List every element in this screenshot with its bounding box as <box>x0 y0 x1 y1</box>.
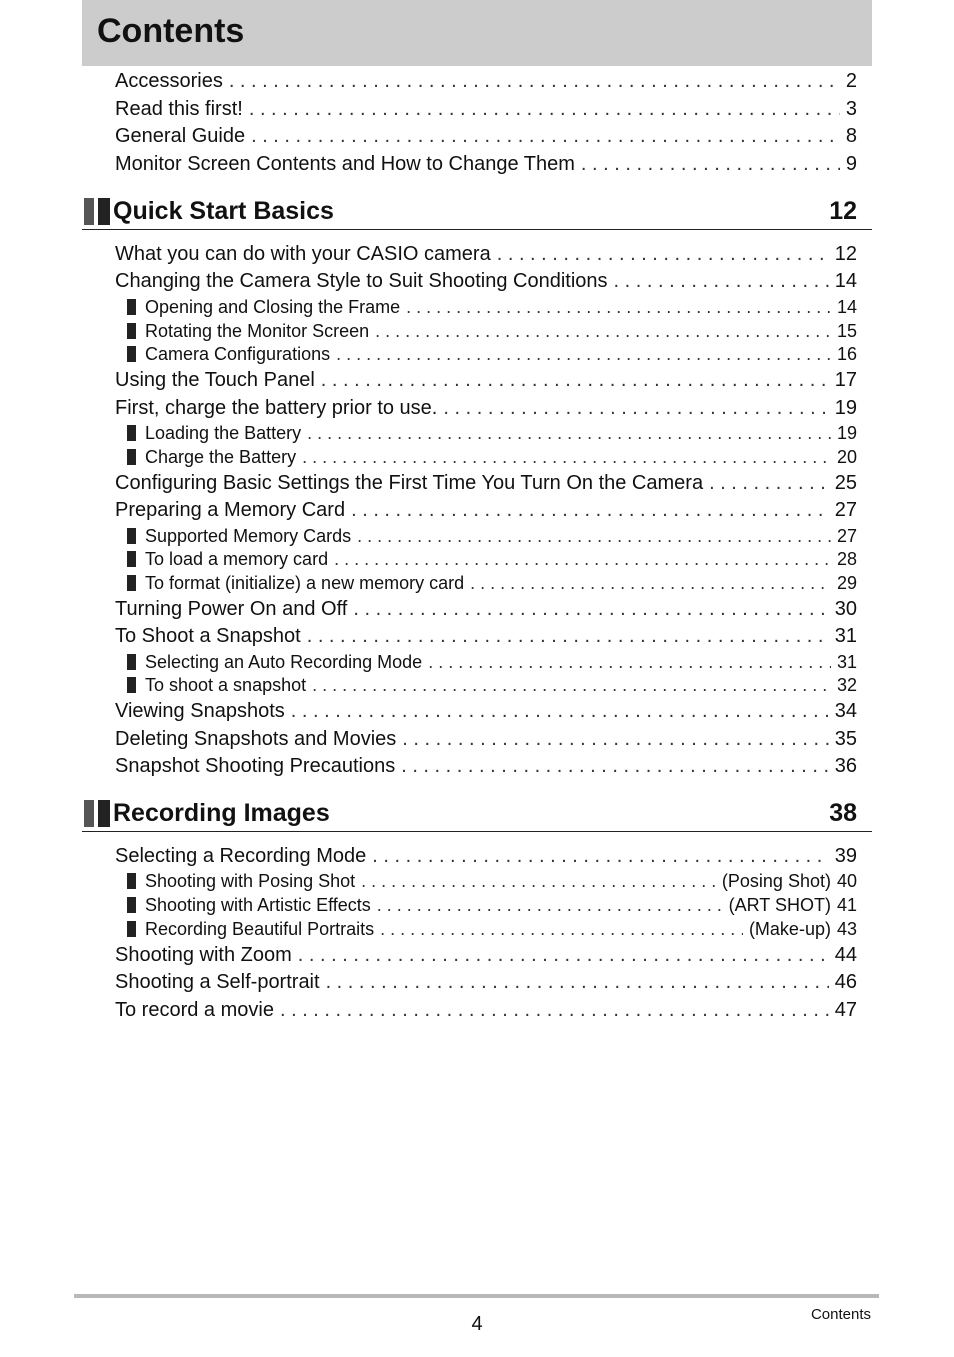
toc-entry-label: To record a movie <box>115 999 274 1021</box>
square-bullet-icon <box>127 654 136 670</box>
toc-entry-label: Rotating the Monitor Screen <box>145 321 370 341</box>
toc-entry[interactable] <box>115 969 857 995</box>
toc-subentry[interactable] <box>127 296 857 318</box>
toc-entry-label: Shooting with Zoom <box>115 944 292 966</box>
dot-leader <box>709 470 829 496</box>
toc-entry-page: 35 <box>834 728 857 750</box>
dot-leader <box>353 596 828 622</box>
toc-entry-label: To Shoot a Snapshot <box>115 625 301 647</box>
toc-entry[interactable] <box>115 96 857 122</box>
toc-entry[interactable] <box>115 395 857 421</box>
square-bullet-icon <box>127 299 136 315</box>
square-bullet-icon <box>127 346 136 362</box>
toc-entry-page: 15 <box>836 321 857 341</box>
toc-entry-label: Using the Touch Panel <box>115 369 315 391</box>
dot-leader <box>280 997 829 1023</box>
toc-entry[interactable] <box>115 123 857 149</box>
toc-entry-page: 41 <box>836 895 857 915</box>
toc-subentry[interactable] <box>127 422 857 444</box>
toc-entry-label: Opening and Closing the Frame <box>145 297 401 317</box>
dot-leader <box>249 96 840 122</box>
toc-entry[interactable] <box>115 698 857 724</box>
dot-leader <box>401 753 829 779</box>
toc-entry-label: Loading the Battery <box>145 423 302 443</box>
toc-entry-page: 17 <box>834 369 857 391</box>
toc-entry-page: 40 <box>836 871 857 891</box>
toc-entry[interactable] <box>115 367 857 393</box>
toc-entry-label: Snapshot Shooting Precautions <box>115 755 396 777</box>
toc-entry[interactable] <box>115 942 857 968</box>
toc-entry-page: 9 <box>845 153 857 175</box>
toc-entry-page: 44 <box>834 944 857 966</box>
toc-entry-page: 29 <box>836 573 857 593</box>
toc-entry-page: 31 <box>834 625 857 647</box>
toc-entry-label: To shoot a snapshot <box>145 675 307 695</box>
toc-subentry[interactable] <box>127 343 857 365</box>
section-page: 12 <box>829 197 857 225</box>
square-bullet-icon <box>127 528 136 544</box>
toc-entry-page: 31 <box>836 652 857 672</box>
toc-entry-page: 14 <box>834 270 857 292</box>
square-bullet-icon <box>127 921 136 937</box>
dot-leader <box>497 241 829 267</box>
toc-entry-page: 46 <box>834 971 857 993</box>
toc-entry-page: 39 <box>834 845 857 867</box>
toc-entry-page: 19 <box>836 423 857 443</box>
toc-subentry[interactable] <box>127 651 857 673</box>
toc-entry-label: Deleting Snapshots and Movies <box>115 728 397 750</box>
dot-leader <box>351 497 829 523</box>
toc-entry-label: Configuring Basic Settings the First Time You Turn On the Camera <box>115 472 704 494</box>
toc-entry[interactable] <box>115 470 857 496</box>
toc-entry-label: First, charge the battery prior to use. <box>115 397 438 419</box>
toc-entry-label: Turning Power On and Off <box>115 598 348 620</box>
footer-page-number: 4 <box>471 1313 483 1335</box>
dot-leader <box>307 623 829 649</box>
toc-entry[interactable] <box>115 68 857 94</box>
toc-entry[interactable] <box>115 997 857 1023</box>
toc-entry-label: Shooting with Posing Shot <box>145 871 356 891</box>
toc-entry-label: What you can do with your CASIO camera <box>115 243 491 265</box>
toc-entry-page: 2 <box>845 70 857 92</box>
toc-entry-label: Shooting a Self-portrait <box>115 971 320 993</box>
dot-leader <box>321 367 829 393</box>
toc-entry-page: 27 <box>836 526 857 546</box>
toc-entry-note: (ART SHOT) <box>728 895 831 915</box>
section-marker-icon <box>84 198 110 225</box>
toc-entry[interactable] <box>115 268 857 294</box>
toc-entry-label: To format (initialize) a new memory card <box>145 573 465 593</box>
toc-subentry[interactable] <box>127 918 857 940</box>
toc-entry-label: Shooting with Artistic Effects <box>145 895 371 915</box>
toc-entry-label: General Guide <box>115 125 246 147</box>
section-heading[interactable] <box>82 791 872 832</box>
section-page: 38 <box>829 799 857 827</box>
dot-leader <box>251 123 840 149</box>
toc-entry-page: 12 <box>834 243 857 265</box>
dot-leader <box>336 343 831 365</box>
toc-entry-label: Selecting an Auto Recording Mode <box>145 652 423 672</box>
dot-leader <box>443 395 828 421</box>
toc-entry[interactable] <box>115 241 857 267</box>
toc-entry-label: To load a memory card <box>145 549 329 569</box>
toc-entry[interactable] <box>115 151 857 177</box>
toc-entry-page: 3 <box>845 98 857 120</box>
section-marker-icon <box>84 800 110 827</box>
square-bullet-icon <box>127 551 136 567</box>
toc-entry-label: Supported Memory Cards <box>145 526 352 546</box>
toc-entry-page: 25 <box>834 472 857 494</box>
toc-entry-page: 16 <box>836 344 857 364</box>
square-bullet-icon <box>127 575 136 591</box>
toc-subentry[interactable] <box>127 894 857 916</box>
toc-entry-note: (Posing Shot) <box>721 871 831 891</box>
toc-entry-page: 28 <box>836 549 857 569</box>
toc-entry-note: (Make-up) <box>748 919 831 939</box>
toc-entry-label: Preparing a Memory Card <box>115 499 346 521</box>
dot-leader <box>334 548 831 570</box>
toc-entry-label: Accessories <box>115 70 223 92</box>
dot-leader <box>298 942 829 968</box>
toc-subentry[interactable] <box>127 525 857 547</box>
footer-divider <box>74 1294 879 1298</box>
toc-entry-label: Camera Configurations <box>145 344 331 364</box>
dot-leader <box>372 843 828 869</box>
dot-leader <box>291 698 829 724</box>
toc-entry-label: Monitor Screen Contents and How to Change Them <box>115 153 575 175</box>
dot-leader <box>361 870 716 892</box>
dot-leader <box>312 674 831 696</box>
dot-leader <box>357 525 831 547</box>
dot-leader <box>307 422 831 444</box>
toc-entry[interactable] <box>115 753 857 779</box>
toc-entry-page: 32 <box>836 675 857 695</box>
dot-leader <box>377 894 723 916</box>
footer-label: Contents <box>810 1306 871 1323</box>
toc-subentry[interactable] <box>127 548 857 570</box>
dot-leader <box>428 651 831 673</box>
toc-entry-page: 19 <box>834 397 857 419</box>
section-title: Recording Images <box>113 799 330 827</box>
toc-entry-label: Charge the Battery <box>145 447 297 467</box>
toc-entry[interactable] <box>115 497 857 523</box>
toc-entry-page: 43 <box>836 919 857 939</box>
dot-leader <box>402 726 828 752</box>
toc-entry-page: 34 <box>834 700 857 722</box>
toc-entry[interactable] <box>115 726 857 752</box>
toc-entry[interactable] <box>115 623 857 649</box>
toc-entry-page: 36 <box>834 755 857 777</box>
dot-leader <box>470 572 831 594</box>
toc-subentry[interactable] <box>127 572 857 594</box>
toc-entry-label: Changing the Camera Style to Suit Shooting Conditions <box>115 270 608 292</box>
dot-leader <box>326 969 829 995</box>
toc-entry-page: 47 <box>834 999 857 1021</box>
toc-subentry[interactable] <box>127 446 857 468</box>
dot-leader <box>380 918 743 940</box>
toc-entry-page: 27 <box>834 499 857 521</box>
toc-entry-page: 8 <box>845 125 857 147</box>
toc-entry-label: Read this first! <box>115 98 243 120</box>
square-bullet-icon <box>127 425 136 441</box>
square-bullet-icon <box>127 873 136 889</box>
square-bullet-icon <box>127 323 136 339</box>
toc-entry-page: 14 <box>836 297 857 317</box>
page-title: Contents <box>97 12 245 50</box>
toc-entry-label: Viewing Snapshots <box>115 700 285 722</box>
toc-entry-label: Selecting a Recording Mode <box>115 845 367 867</box>
dot-leader <box>375 320 831 342</box>
toc-entry-page: 30 <box>834 598 857 620</box>
square-bullet-icon <box>127 449 136 465</box>
section-title: Quick Start Basics <box>113 197 334 225</box>
dot-leader <box>614 268 829 294</box>
toc-entry[interactable] <box>115 843 857 869</box>
toc-subentry[interactable] <box>127 870 857 892</box>
dot-leader <box>406 296 831 318</box>
dot-leader <box>302 446 831 468</box>
square-bullet-icon <box>127 677 136 693</box>
toc-subentry[interactable] <box>127 320 857 342</box>
toc-entry-page: 20 <box>836 447 857 467</box>
section-heading[interactable] <box>82 189 872 230</box>
toc-entry[interactable] <box>115 596 857 622</box>
toc-subentry[interactable] <box>127 674 857 696</box>
toc-entry-label: Recording Beautiful Portraits <box>145 919 375 939</box>
dot-leader <box>581 151 840 177</box>
square-bullet-icon <box>127 897 136 913</box>
title-band <box>82 0 872 66</box>
dot-leader <box>229 68 840 94</box>
